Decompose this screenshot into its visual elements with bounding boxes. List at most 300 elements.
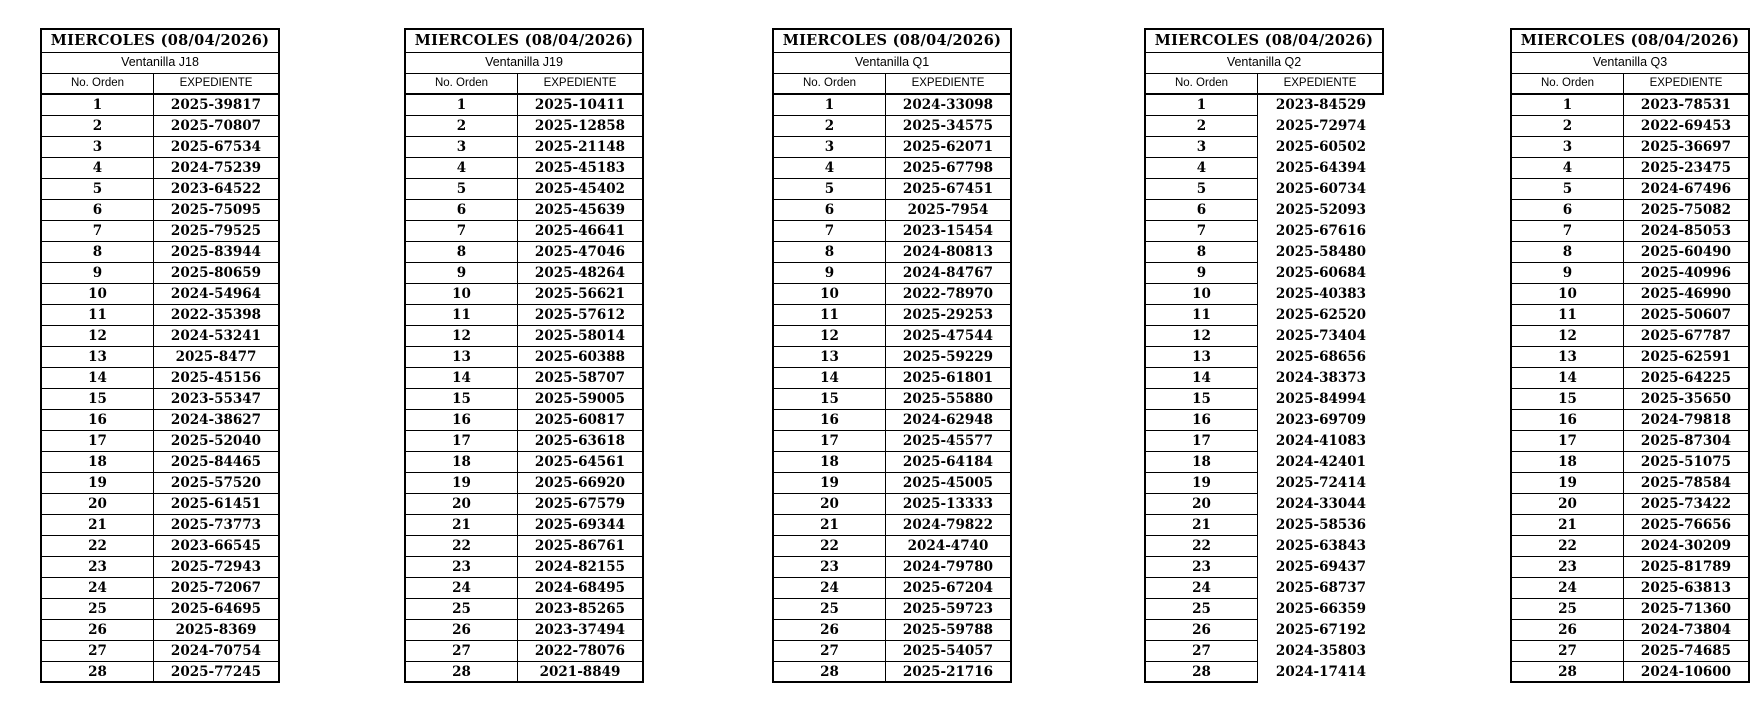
expediente-cell: 2025-63843 (1275, 538, 1367, 554)
table-row (772, 137, 1012, 158)
table-row (772, 116, 1012, 137)
expediente-cell: 2024-38627 (154, 410, 280, 431)
order-cell: 23 (40, 557, 154, 578)
table-row (1144, 95, 1384, 116)
order-cell: 6 (40, 200, 154, 221)
column-header-order: No. Orden (40, 74, 154, 95)
order-cell: 6 (1510, 200, 1624, 221)
expediente-cell: 2025-54057 (886, 641, 1012, 662)
expediente-cell: 2024-79780 (886, 557, 1012, 578)
order-cell: 19 (772, 473, 886, 494)
table-row (1510, 431, 1750, 452)
schedule-table-ventanilla-q2 (1144, 28, 1384, 683)
order-cell: 17 (772, 431, 886, 452)
expediente-cell: 2024-73804 (1624, 620, 1750, 641)
table-row (40, 221, 280, 242)
expediente-cell: 2025-36697 (1624, 137, 1750, 158)
expediente-cell: 2025-68737 (1275, 580, 1367, 596)
table-row (1144, 389, 1384, 410)
expediente-cell: 2025-73773 (154, 515, 280, 536)
table-row (404, 473, 644, 494)
expediente-cell: 2025-7954 (886, 200, 1012, 221)
expediente-cell: 2024-70754 (154, 641, 280, 662)
expediente-cell: 2023-66545 (154, 536, 280, 557)
expediente-cell: 2025-21148 (518, 137, 644, 158)
expediente-cell: 2025-67579 (518, 494, 644, 515)
expediente-cell: 2024-41083 (1275, 433, 1367, 449)
expediente-cell: 2022-78970 (886, 284, 1012, 305)
table-row (404, 95, 644, 116)
order-cell: 6 (1144, 200, 1258, 221)
expediente-cell: 2025-8369 (154, 620, 280, 641)
order-cell: 22 (404, 536, 518, 557)
expediente-cell: 2025-52093 (1275, 202, 1367, 218)
table-row (1144, 221, 1384, 242)
order-cell: 5 (1144, 179, 1258, 200)
order-cell: 17 (1144, 431, 1258, 452)
table-row (772, 347, 1012, 368)
order-cell: 3 (40, 137, 154, 158)
table-header-row (772, 74, 1012, 95)
expediente-cell: 2025-45183 (518, 158, 644, 179)
expediente-cell: 2025-8477 (154, 347, 280, 368)
column-header-expediente: EXPEDIENTE (1624, 74, 1750, 95)
table-row (772, 284, 1012, 305)
expediente-cell: 2025-67192 (1275, 622, 1367, 638)
table-row (1510, 515, 1750, 536)
table-row (40, 137, 280, 158)
table-row (1144, 368, 1384, 389)
expediente-cell: 2025-63618 (518, 431, 644, 452)
schedule-table-ventanilla-j18 (40, 28, 280, 683)
expediente-cell: 2025-69344 (518, 515, 644, 536)
expediente-cell: 2025-67798 (886, 158, 1012, 179)
expediente-cell: 2025-50607 (1624, 305, 1750, 326)
table-row (1144, 452, 1384, 473)
order-cell: 15 (1510, 389, 1624, 410)
order-cell: 18 (40, 452, 154, 473)
table-row (1510, 494, 1750, 515)
order-cell: 20 (40, 494, 154, 515)
table-row (772, 515, 1012, 536)
order-cell: 10 (404, 284, 518, 305)
expediente-cell: 2025-60502 (1275, 139, 1367, 155)
order-cell: 19 (40, 473, 154, 494)
table-row (404, 557, 644, 578)
table-title: MIERCOLES (08/04/2026) (1510, 28, 1750, 53)
table-row (772, 473, 1012, 494)
table-subtitle: Ventanilla Q1 (772, 53, 1012, 74)
expediente-cell: 2025-66920 (518, 473, 644, 494)
expediente-cell: 2025-64225 (1624, 368, 1750, 389)
order-cell: 2 (1144, 116, 1258, 137)
order-cell: 16 (772, 410, 886, 431)
expediente-cell: 2025-59229 (886, 347, 1012, 368)
order-cell: 10 (40, 284, 154, 305)
order-cell: 7 (1510, 221, 1624, 242)
expediente-cell: 2022-35398 (154, 305, 280, 326)
table-row (40, 158, 280, 179)
table-row (40, 557, 280, 578)
table-row (404, 620, 644, 641)
expediente-cell: 2024-33098 (886, 95, 1012, 116)
order-cell: 12 (1144, 326, 1258, 347)
table-subtitle: Ventanilla Q2 (1144, 53, 1384, 74)
expediente-cell: 2025-73422 (1624, 494, 1750, 515)
column-header-order: No. Orden (404, 74, 518, 95)
table-row (1144, 620, 1384, 641)
expediente-cell: 2025-62520 (1275, 307, 1367, 323)
table-row (1510, 116, 1750, 137)
order-cell: 2 (1510, 116, 1624, 137)
expediente-cell: 2025-45639 (518, 200, 644, 221)
expediente-cell: 2025-80659 (154, 263, 280, 284)
expediente-cell: 2025-45577 (886, 431, 1012, 452)
expediente-cell: 2025-77245 (154, 662, 280, 683)
order-cell: 23 (772, 557, 886, 578)
expediente-cell: 2025-81789 (1624, 557, 1750, 578)
expediente-cell: 2025-64394 (1275, 160, 1367, 176)
expediente-cell: 2025-59788 (886, 620, 1012, 641)
expediente-cell: 2025-58014 (518, 326, 644, 347)
order-cell: 14 (1510, 368, 1624, 389)
expediente-cell: 2025-64695 (154, 599, 280, 620)
expediente-cell: 2024-54964 (154, 284, 280, 305)
order-cell: 5 (404, 179, 518, 200)
order-cell: 6 (772, 200, 886, 221)
table-row (404, 578, 644, 599)
expediente-cell: 2024-80813 (886, 242, 1012, 263)
expediente-cell: 2024-17414 (1275, 664, 1367, 680)
expediente-cell: 2025-47046 (518, 242, 644, 263)
expediente-cell: 2025-35650 (1624, 389, 1750, 410)
table-row (1510, 410, 1750, 431)
order-cell: 15 (772, 389, 886, 410)
table-row (40, 179, 280, 200)
order-cell: 21 (40, 515, 154, 536)
table-row (404, 116, 644, 137)
order-cell: 3 (1510, 137, 1624, 158)
table-row (1510, 347, 1750, 368)
table-row (1144, 137, 1384, 158)
order-cell: 21 (772, 515, 886, 536)
table-header-row (1510, 74, 1750, 95)
expediente-cell: 2024-42401 (1275, 454, 1367, 470)
order-cell: 4 (772, 158, 886, 179)
order-cell: 18 (1510, 452, 1624, 473)
column-header-order: No. Orden (1144, 74, 1258, 95)
order-cell: 21 (404, 515, 518, 536)
table-subtitle: Ventanilla Q3 (1510, 53, 1750, 74)
order-cell: 19 (1144, 473, 1258, 494)
table-title: MIERCOLES (08/04/2026) (404, 28, 644, 53)
expediente-cell: 2025-70807 (154, 116, 280, 137)
order-cell: 20 (1144, 494, 1258, 515)
order-cell: 3 (1144, 137, 1258, 158)
expediente-cell: 2025-72943 (154, 557, 280, 578)
expediente-cell: 2025-59723 (886, 599, 1012, 620)
table-row (1144, 641, 1384, 662)
order-cell: 3 (772, 137, 886, 158)
expediente-cell: 2024-33044 (1275, 496, 1367, 512)
order-cell: 15 (40, 389, 154, 410)
expediente-cell: 2023-85265 (518, 599, 644, 620)
table-header-row (1144, 74, 1384, 95)
expediente-cell: 2025-61451 (154, 494, 280, 515)
expediente-cell: 2025-51075 (1624, 452, 1750, 473)
expediente-cell: 2024-4740 (886, 536, 1012, 557)
order-cell: 9 (1144, 263, 1258, 284)
expediente-cell: 2024-62948 (886, 410, 1012, 431)
order-cell: 15 (1144, 389, 1258, 410)
expediente-cell: 2025-67534 (154, 137, 280, 158)
table-row (1144, 305, 1384, 326)
expediente-cell: 2023-78531 (1624, 95, 1750, 116)
expediente-cell: 2025-86761 (518, 536, 644, 557)
table-row (40, 284, 280, 305)
table-row (40, 536, 280, 557)
expediente-cell: 2025-67787 (1624, 326, 1750, 347)
table-row (404, 515, 644, 536)
table-row (404, 452, 644, 473)
table-row (1510, 137, 1750, 158)
table-row (772, 242, 1012, 263)
table-title: MIERCOLES (08/04/2026) (772, 28, 1012, 53)
table-row (1144, 557, 1384, 578)
table-row (1510, 200, 1750, 221)
expediente-cell: 2025-76656 (1624, 515, 1750, 536)
order-cell: 17 (1510, 431, 1624, 452)
table-row (772, 536, 1012, 557)
expediente-cell: 2025-64184 (886, 452, 1012, 473)
table-row (1510, 326, 1750, 347)
column-header-expediente: EXPEDIENTE (154, 74, 280, 95)
order-cell: 13 (1144, 347, 1258, 368)
table-row (404, 641, 644, 662)
table-row (404, 494, 644, 515)
order-cell: 9 (1510, 263, 1624, 284)
order-cell: 25 (404, 599, 518, 620)
expediente-cell: 2025-55880 (886, 389, 1012, 410)
table-row (40, 473, 280, 494)
order-cell: 23 (1144, 557, 1258, 578)
expediente-cell: 2025-75082 (1624, 200, 1750, 221)
order-cell: 1 (40, 95, 154, 116)
table-row (40, 368, 280, 389)
expediente-cell: 2025-46641 (518, 221, 644, 242)
order-cell: 24 (1510, 578, 1624, 599)
order-cell: 24 (40, 578, 154, 599)
table-row (40, 662, 280, 683)
expediente-cell: 2025-45005 (886, 473, 1012, 494)
expediente-cell: 2025-73404 (1275, 328, 1367, 344)
table-row (1144, 536, 1384, 557)
order-cell: 17 (404, 431, 518, 452)
table-row (1144, 200, 1384, 221)
order-cell: 26 (40, 620, 154, 641)
order-cell: 8 (1144, 242, 1258, 263)
order-cell: 20 (772, 494, 886, 515)
expediente-cell: 2024-68495 (518, 578, 644, 599)
order-cell: 14 (1144, 368, 1258, 389)
order-cell: 7 (1144, 221, 1258, 242)
order-cell: 19 (1510, 473, 1624, 494)
order-cell: 24 (1144, 578, 1258, 599)
expediente-cell: 2024-82155 (518, 557, 644, 578)
order-cell: 22 (772, 536, 886, 557)
expediente-cell: 2025-12858 (518, 116, 644, 137)
table-row (1510, 473, 1750, 494)
table-row (1510, 221, 1750, 242)
table-row (404, 431, 644, 452)
table-row (772, 368, 1012, 389)
order-cell: 16 (40, 410, 154, 431)
expediente-cell: 2025-46990 (1624, 284, 1750, 305)
table-row (1144, 347, 1384, 368)
order-cell: 13 (404, 347, 518, 368)
order-cell: 26 (1144, 620, 1258, 641)
table-row (1510, 452, 1750, 473)
table-row (772, 494, 1012, 515)
order-cell: 28 (1144, 662, 1258, 683)
table-row (1510, 599, 1750, 620)
order-cell: 27 (404, 641, 518, 662)
order-cell: 12 (404, 326, 518, 347)
table-row (772, 263, 1012, 284)
order-cell: 4 (404, 158, 518, 179)
order-cell: 28 (772, 662, 886, 683)
order-cell: 13 (1510, 347, 1624, 368)
order-cell: 1 (404, 95, 518, 116)
expediente-cell: 2025-68656 (1275, 349, 1367, 365)
table-row (1510, 578, 1750, 599)
table-row (404, 389, 644, 410)
table-row (772, 95, 1012, 116)
table-row (404, 242, 644, 263)
order-cell: 27 (1510, 641, 1624, 662)
order-cell: 4 (40, 158, 154, 179)
expediente-cell: 2025-72067 (154, 578, 280, 599)
table-row (1510, 662, 1750, 683)
table-row (1510, 368, 1750, 389)
order-cell: 27 (772, 641, 886, 662)
table-row (772, 620, 1012, 641)
table-row (40, 620, 280, 641)
table-row (772, 389, 1012, 410)
order-cell: 8 (40, 242, 154, 263)
expediente-cell: 2025-45402 (518, 179, 644, 200)
table-row (40, 641, 280, 662)
order-cell: 27 (1144, 641, 1258, 662)
order-cell: 2 (40, 116, 154, 137)
table-row (1144, 515, 1384, 536)
expediente-cell: 2025-56621 (518, 284, 644, 305)
table-row (772, 221, 1012, 242)
order-cell: 28 (40, 662, 154, 683)
expediente-cell: 2025-29253 (886, 305, 1012, 326)
table-row (1144, 494, 1384, 515)
order-cell: 20 (404, 494, 518, 515)
table-row (40, 599, 280, 620)
table-row (1144, 284, 1384, 305)
table-row (1144, 179, 1384, 200)
order-cell: 9 (772, 263, 886, 284)
order-cell: 16 (1144, 410, 1258, 431)
table-row (40, 305, 280, 326)
expediente-cell: 2025-60817 (518, 410, 644, 431)
order-cell: 21 (1144, 515, 1258, 536)
expediente-cell: 2025-57612 (518, 305, 644, 326)
expediente-cell: 2025-67616 (1275, 223, 1367, 239)
table-title: MIERCOLES (08/04/2026) (1144, 28, 1384, 53)
expediente-cell: 2023-69709 (1275, 412, 1367, 428)
table-title: MIERCOLES (08/04/2026) (40, 28, 280, 53)
expediente-cell: 2025-58707 (518, 368, 644, 389)
order-cell: 16 (404, 410, 518, 431)
order-cell: 12 (40, 326, 154, 347)
expediente-cell: 2025-59005 (518, 389, 644, 410)
table-row (1510, 536, 1750, 557)
order-cell: 13 (772, 347, 886, 368)
expediente-cell: 2025-66359 (1275, 601, 1367, 617)
order-cell: 7 (772, 221, 886, 242)
column-header-order: No. Orden (1510, 74, 1624, 95)
order-cell: 22 (1510, 536, 1624, 557)
table-row (1144, 578, 1384, 599)
order-cell: 25 (1510, 599, 1624, 620)
order-cell: 26 (1510, 620, 1624, 641)
order-cell: 10 (1510, 284, 1624, 305)
table-row (1510, 158, 1750, 179)
expediente-cell: 2024-75239 (154, 158, 280, 179)
order-cell: 10 (772, 284, 886, 305)
table-row (772, 179, 1012, 200)
table-row (40, 494, 280, 515)
expediente-cell: 2023-64522 (154, 179, 280, 200)
order-cell: 8 (404, 242, 518, 263)
order-cell: 20 (1510, 494, 1624, 515)
expediente-cell: 2025-72414 (1275, 475, 1367, 491)
table-row (772, 641, 1012, 662)
expediente-cell: 2024-10600 (1624, 662, 1750, 683)
order-cell: 21 (1510, 515, 1624, 536)
expediente-cell: 2025-83944 (154, 242, 280, 263)
order-cell: 2 (772, 116, 886, 137)
table-row (404, 599, 644, 620)
order-cell: 1 (1144, 95, 1258, 116)
expediente-cell: 2025-60684 (1275, 265, 1367, 281)
table-row (40, 431, 280, 452)
table-row (1510, 389, 1750, 410)
order-cell: 23 (1510, 557, 1624, 578)
expediente-cell: 2025-45156 (154, 368, 280, 389)
column-header-expediente: EXPEDIENTE (518, 74, 644, 95)
table-row (772, 578, 1012, 599)
order-cell: 11 (404, 305, 518, 326)
order-cell: 1 (772, 95, 886, 116)
expediente-cell: 2025-60734 (1275, 181, 1367, 197)
expediente-cell: 2025-40996 (1624, 263, 1750, 284)
order-cell: 19 (404, 473, 518, 494)
expediente-cell: 2025-23475 (1624, 158, 1750, 179)
expediente-cell: 2025-84465 (154, 452, 280, 473)
order-cell: 15 (404, 389, 518, 410)
table-row (404, 410, 644, 431)
table-row (1144, 263, 1384, 284)
table-row (1144, 116, 1384, 137)
table-row (772, 662, 1012, 683)
expediente-cell: 2025-67451 (886, 179, 1012, 200)
